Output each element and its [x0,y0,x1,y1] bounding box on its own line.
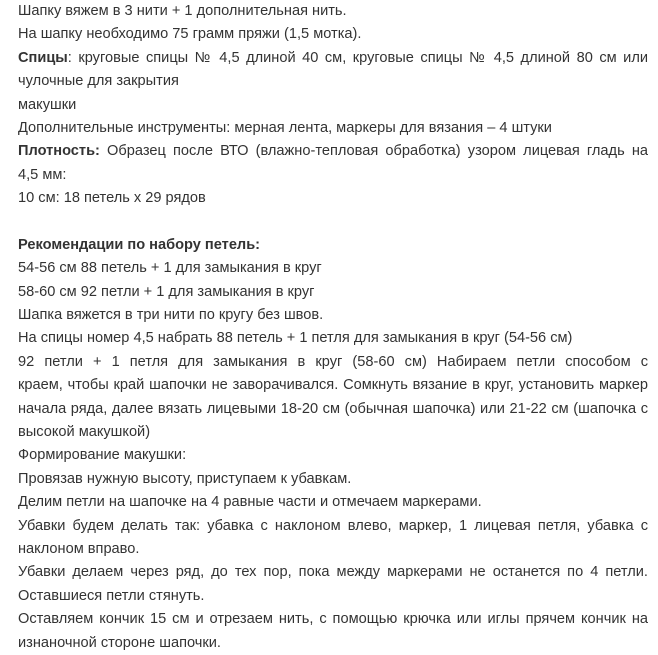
text-line: чулочные для закрытия [18,73,179,90]
section-heading-text: Рекомендации по набору петель: [18,236,261,253]
text-line: изнаночной стороне шапочки. [18,634,221,651]
needles-line [18,47,648,70]
text-line: наклоном вправо. [18,540,140,557]
text-line: Формирование макушки: [18,447,187,464]
text-line: высокой макушкой) [18,424,151,441]
text-line: Оставляем кончик 15 см и отрезаем нить, с помощью крючка или иглы прячем кончик на [18,611,648,628]
text-line: Провязав нужную высоту, приступаем к убавкам. [18,470,352,487]
text-line: На спицы номер 4,5 набрать 88 петель + 1 петля для замыкания в круг (54-56 см) [18,330,573,347]
needles-text: : круговые спицы № 4,5 длиной 40 см, круговые спицы № 4,5 длиной 80 см или [67,49,648,66]
text-line: краем, чтобы край шапочки не заворачивался. Сомкнуть вязание в круг, установить маркер [18,377,648,394]
gauge-text: Образец после ВТО (влажно-тепловая обработка) узором лицевая гладь на [107,143,648,160]
section-heading [18,234,648,257]
text-line: Дополнительные инструменты: мерная лента, маркеры для вязания – 4 штуки [18,119,552,136]
text-line: 10 см: 18 петель х 29 рядов [18,190,206,207]
text-line: макушки [18,96,77,113]
text-line: начала ряда, далее вязать лицевыми 18-20 см (обычная шапочка) или 21-22 см (шапочка с [18,400,648,417]
blank-line [18,211,648,234]
knitting-instructions [18,0,648,655]
text-line: 58-60 см 92 петли + 1 для замыкания в круг [18,283,315,300]
needles-label: Спицы [18,49,68,66]
text-line: Делим петли на шапочке на 4 равные части и отмечаем маркерами. [18,494,482,511]
text-line: Шапка вяжется в три нити по кругу без швов. [18,307,324,324]
text-line: Убавки будем делать так: убавка с наклоном влево, маркер, 1 лицевая петля, убавка с [18,517,648,534]
text-line: 4,5 мм: [18,166,67,183]
text-line: Шапку вяжем в 3 нити + 1 дополнительная нить. [18,3,347,19]
text-line: 92 петли + 1 петля для замыкания в круг (58-60 см) Набираем петли способом с [18,353,648,370]
text-line: На шапку необходимо 75 грамм пряжи (1,5 мотка). [18,26,362,43]
gauge-label: Плотность: [18,143,100,160]
text-line: Оставшиеся петли стянуть. [18,587,205,604]
text-line: Убавки делаем через ряд, до тех пор, пока между маркерами не останется по 4 петли. [18,564,648,581]
text-line: 54-56 см 88 петель + 1 для замыкания в круг [18,260,322,277]
gauge-line [18,140,648,163]
